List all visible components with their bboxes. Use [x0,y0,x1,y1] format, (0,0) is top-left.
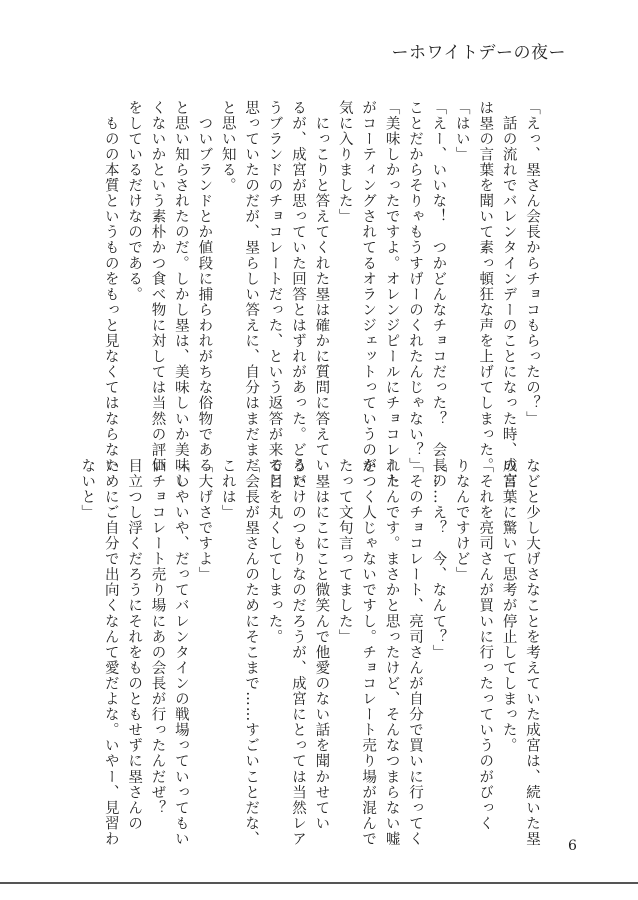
text-line: をしているだけなのである。 [126,100,143,303]
text-line: 「そのチョコレート、亮司さんが自分で買いに行ってく [406,458,423,847]
text-line: 「いやいや、だってバレンタインの戦場っていってもい [172,458,189,847]
text-line: ものの本質というものをもっと見なくてはならない [102,100,119,474]
bottom-rule [0,882,638,884]
text-line: 「はい」 [453,100,470,163]
text-line: くないかという素朴かつ食べ物に対しては当然の評価 [149,100,166,474]
text-line: たって文句言ってました」 [336,458,353,645]
text-line: いチョコレート売り場にあの会長が行ったんだぜ？ [149,458,166,816]
text-line: で目を丸くしてしまった。 [266,458,283,645]
text-line: 話の流れでバレンタインデーのことになった時、成宮 [500,100,517,489]
text-line: るだけのつもりなのだろうが、成宮にとっては当然レア [289,458,306,847]
text-block-upper [73,100,543,489]
text-line: ついブランドとか値段に捕らわれがちな俗物である [196,100,213,474]
text-line: ことだからそりゃもうすげーのくれたんじゃない？」 [406,100,423,474]
text-line: れたんです。まさかと思ったけど、そんなつまらない嘘 [383,458,400,847]
text-line: 気に入りました」 [336,100,353,225]
text-line: がコーティングされてるオランジェットっていうのが [360,100,377,474]
running-header-title: ーホワイトデーの夜ー [391,43,566,63]
text-line: 目立つし浮くだろうにそれをものともせずに塁さんの [126,458,143,832]
text-line: と思い知る。 [219,100,236,194]
text-line: りなんですけど」 [453,458,470,583]
text-line: 「えっ、塁さん会長からチョコもらったの？」 [524,100,540,427]
text-line: 「……え？ 今、なんて？」 [430,458,447,661]
text-line: 「えー、いいな！ つかどんなチョコだった？ 会長の [430,100,447,489]
text-line: をつく人じゃないですし。チョコレート売り場が混んで [360,458,377,847]
text-line: と思い知らされたのだ。しかし塁は、美味しいか美味し [172,100,189,489]
text-line: 「美味しかったですよ。オレンジピールにチョコレート [383,100,400,489]
text-line: 「会長が塁さんのためにそこまで……すごいことだな、 [243,458,260,847]
text-line: 塁はにこにこと微笑んで他愛のない話を聞かせてい [313,458,330,832]
text-line: るが、成宮が思っていた回答とはずれがあった。どうい [289,100,306,489]
text-line: うブランドのチョコレートだった、という返答が来ると [266,100,283,489]
text-line: ためにご自分で出向くなんて愛だよな。いやー、見習わ [102,458,119,847]
text-line: ないと」 [79,458,96,521]
page-number: 6 [568,838,577,854]
text-line: これは」 [219,458,236,521]
text-line: は塁の言葉を聞いて素っ頓狂な声を上げてしまった。 [477,100,494,474]
text-line: 「大げさですよ」 [196,458,213,583]
text-line: にっこりと答えてくれた塁は確かに質問に答えてい [313,100,330,474]
text-line: などと少し大げさなことを考えていた成宮は、続いた塁 [524,458,540,847]
text-line: の言葉に驚いて思考が停止してしまった。 [500,458,517,754]
text-line: 思っていたのだが、塁らしい答えに、自分はまだまだ [243,100,260,474]
text-block-lower [73,458,543,847]
text-line: 「それを亮司さんが買いに行ったっていうのがびっく [477,458,494,832]
